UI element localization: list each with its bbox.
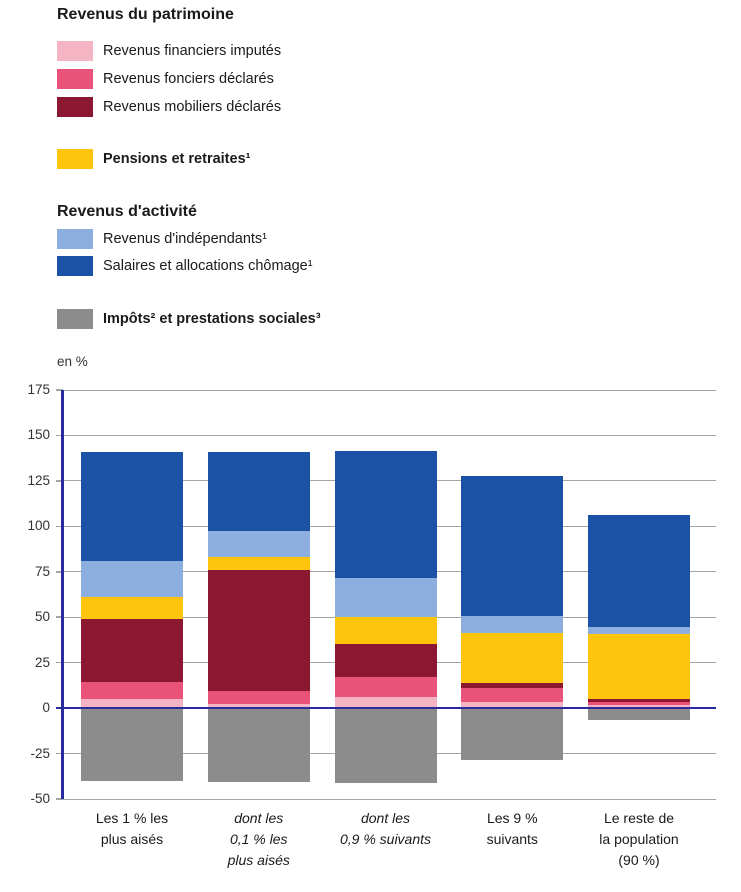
- bar-segment-pink: [208, 691, 310, 705]
- legend-item-label: Revenus fonciers déclarés: [103, 71, 274, 87]
- legend-item-salaires-chomage: [57, 256, 313, 276]
- bar-segment-light_blue: [461, 616, 563, 632]
- x-category-label-line: plus aisés: [227, 852, 290, 868]
- x-category-label-line: la population: [599, 831, 679, 847]
- bar-segment-dark_blue: [208, 452, 310, 531]
- bar-segment-gray: [81, 708, 183, 781]
- x-category-label-line: dont les: [234, 810, 284, 826]
- gridline: [63, 799, 716, 800]
- y-tick-label: 100: [27, 518, 50, 534]
- y-tick-label: 175: [27, 382, 50, 397]
- light-blue-swatch: [57, 229, 93, 249]
- bar-segment-dark_red: [81, 619, 183, 682]
- y-tick-label: 75: [34, 563, 50, 579]
- x-category-label-line: suivants: [486, 831, 538, 847]
- gridline: [63, 390, 716, 391]
- x-category-label-line: Les 1 % les: [95, 810, 169, 826]
- x-category-label-line: 0,1 % les: [229, 831, 288, 847]
- legend-group-title-patrimoine: Revenus du patrimoine: [57, 6, 234, 23]
- bar-segment-light_blue: [335, 578, 437, 617]
- bar-segment-pink: [588, 702, 690, 706]
- yellow-swatch: [57, 149, 93, 169]
- bar-segment-gray: [588, 708, 690, 720]
- legend-item-revenus-financiers: [57, 41, 281, 61]
- x-category-label-line: dont les: [360, 810, 411, 826]
- y-axis-unit-label: en %: [57, 354, 88, 369]
- bar-segment-dark_blue: [588, 515, 690, 627]
- legend-item-label: Revenus financiers imputés: [103, 43, 282, 59]
- bar-segment-pink: [335, 677, 437, 697]
- y-tick-label: 50: [34, 609, 50, 625]
- y-tick-label: -50: [30, 791, 50, 806]
- bar-segment-dark_red: [335, 644, 437, 677]
- pink-swatch: [57, 69, 93, 89]
- bar-segment-gray: [461, 708, 563, 760]
- legend-item-pensions-retraites: [57, 149, 250, 169]
- dark-red-swatch: [57, 97, 93, 117]
- legend-item-label: Revenus mobiliers déclarés: [103, 99, 282, 115]
- bar-segment-yellow: [208, 557, 310, 570]
- bar-segment-yellow: [461, 633, 563, 683]
- legend-item-revenus-independants: [57, 229, 267, 249]
- y-tick-label: 150: [27, 427, 50, 443]
- bar-segment-yellow: [81, 597, 183, 619]
- x-category-label-line: 0,9 % suivants: [339, 831, 432, 847]
- bar-segment-yellow: [335, 617, 437, 644]
- x-category-label-line: Le reste de: [603, 810, 675, 826]
- x-category-label-line: (90 %): [618, 852, 660, 868]
- bar-segment-light_blue: [588, 627, 690, 633]
- bar-segment-pink: [461, 688, 563, 702]
- bar-segment-yellow: [588, 634, 690, 699]
- y-axis-line: [61, 390, 64, 799]
- bar-segment-dark_blue: [335, 451, 437, 578]
- x-category-label-line: Les 9 %: [486, 810, 538, 826]
- gridline: [63, 435, 716, 436]
- bar-segment-dark_red: [588, 699, 690, 702]
- legend-item-label: Salaires et allocations chômage¹: [103, 258, 313, 274]
- gray-swatch: [57, 309, 93, 329]
- legend-item-label: Revenus d'indépendants¹: [103, 231, 267, 247]
- legend-group-title-activite: Revenus d'activité: [57, 203, 197, 220]
- legend-item-revenus-mobiliers: [57, 97, 281, 117]
- y-tick-label: 125: [27, 472, 50, 488]
- bar-segment-light_blue: [208, 531, 310, 557]
- bar-segment-dark_red: [208, 570, 310, 691]
- x-category-label-line: plus aisés: [100, 831, 164, 847]
- y-tick-label: 25: [34, 654, 50, 670]
- legend-item-impots-prestations: [57, 309, 321, 329]
- legend-item-label: Pensions et retraites¹: [103, 151, 251, 167]
- light-pink-swatch: [57, 41, 93, 61]
- bar-segment-light_blue: [81, 561, 183, 597]
- legend-item-label: Impôts² et prestations sociales³: [103, 311, 321, 327]
- bar-segment-dark_red: [461, 683, 563, 688]
- y-tick-label: -25: [30, 745, 50, 761]
- plot-area: [63, 390, 716, 799]
- y-tick-label: 0: [42, 700, 50, 716]
- bar-segment-gray: [208, 708, 310, 782]
- zero-baseline: [63, 707, 716, 709]
- bar-segment-dark_blue: [81, 452, 183, 561]
- bar-segment-dark_blue: [461, 476, 563, 616]
- x-category-label: [559, 808, 719, 871]
- bar-segment-gray: [335, 708, 437, 783]
- bar-segment-pink: [81, 682, 183, 699]
- legend-item-revenus-fonciers: [57, 69, 274, 89]
- dark-blue-swatch: [57, 256, 93, 276]
